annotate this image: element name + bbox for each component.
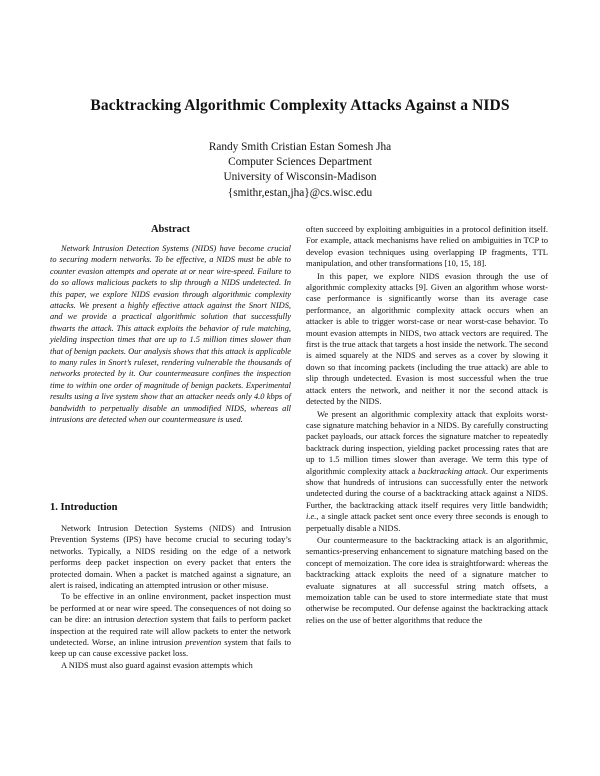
right-p2-text-e: , a single attack packet sent once every three seconds is enough to perpetually disable a NIDS.: [306, 511, 548, 533]
abstract-body: [50, 243, 291, 426]
author-university: University of Wisconsin-Madison: [223, 171, 377, 184]
intro-p2-emph-prevention: prevention: [185, 637, 222, 648]
paper-title: Backtracking Algorithmic Complexity Attacks Against a NIDS: [90, 97, 510, 114]
author-names: Randy Smith Cristian Estan Somesh Jha: [208, 141, 392, 153]
introduction-body: [50, 523, 291, 671]
right-p2-text-c: . Our experiments show that hundreds of intrusions can successfully enter the network undetected during the course of a backtracking attack against a NIDS. Further, the backtracking attack itself requires very little bandwidth;: [306, 465, 548, 510]
intro-p2-emph-detection: detection: [136, 614, 168, 625]
author-department: Computer Sciences Department: [228, 156, 372, 169]
section-heading-introduction: 1. Introduction: [50, 502, 118, 513]
intro-p2-text-a: To be effective in an online environment, packet inspection must be performed at or near wire speed. The consequences of not doing so can be dire: an intrusion: [50, 591, 291, 625]
intro-paragraph-3: A NIDS must also guard against evasion attempts which: [61, 659, 253, 670]
abstract-text: Network Intrusion Detection Systems (NIDS) have become crucial to securing modern networks. To be effective, a NIDS must be able to counter evasion attempts and operate at or near wire-speed. Failure to do so allows malicious packets to slip through a NIDS undetected. In this paper, we explore NIDS evasion through algorithmic complexity attacks. We present a highly effective attack against the Snort NIDS, and we provide a practical algorithmic solution that successfully thwarts the attack. This attack exploits the behavior of rule matching, yielding inspection times that are up to 1.5 million times slower than that of benign packets. Our analysis shows that this attack is applicable to many rules in Snort’s ruleset, rendering vulnerable the thousands of networks protected by it. Our countermeasure confines the inspection time to within one order of magnitude of benign packets. Experimental results using a live system show that an attacker needs only 4.0 kbps of bandwidth to perpetually disable an unmodified NIDS, whereas all intrusions are detected when our countermeasure is used.: [50, 244, 291, 425]
intro-p2-text-c: system that fails to perform packet inspection at the required rate will allow packets to enter the network undetected. Worse, an inline intrusion: [50, 614, 291, 648]
intro-p2-text-e: system that fails to keep up can cause excessive packet loss.: [50, 637, 291, 659]
right-p2-emph-backtracking: backtracking attack: [418, 465, 486, 476]
intro-paragraph-2: [50, 591, 291, 659]
intro-paragraph-1: Network Intrusion Detection Systems (NIDS) and Intrusion Prevention Systems (IPS) have become crucial to securing today’s networks. Typically, a NIDS residing on the edge of a network performs deep packet inspection on every packet that enters the protected domain. When a packet is matched against a signature, an alert is raised, indicating an attempted intrusion or other misuse.: [50, 523, 291, 591]
author-block: [0, 140, 600, 201]
right-p2-text-a: We present an algorithmic complexity attack that exploits worst-case signature matching behavior in a NIDS. By carefully constructing packet payloads, our attack forces the signature matcher to repeatedly backtrack during inspection, yielding packet processing rates that are up to 1.5 million times slower than average. We term this type of algorithmic complexity attack a: [306, 408, 548, 476]
right-column-body: [306, 224, 548, 626]
right-paragraph-2: [306, 409, 548, 534]
right-p2-emph-ie: i.e.: [306, 511, 317, 522]
right-paragraph-0: often succeed by exploiting ambiguities in a protocol definition itself. For example, attack mechanisms have relied on ambiguities in TCP to develop evasion techniques using overlapping IP fragments, TTL manipulation, and other transformations [10, 15, 18].: [306, 224, 548, 269]
right-paragraph-1: In this paper, we explore NIDS evasion through the use of algorithmic complexity attacks [9]. Given an algorithm whose worst-case performance is significantly worse than its average case performance, an algorithmic complexity attack occurs when an attacker is able to trigger worst-case or near worst-case behavior. To mount evasion attempts in NIDS, two attack vectors are required. The first is the true attack that targets a host inside the network. The second is aimed squarely at the NIDS and serves as a cover by slowing it down so that incoming packets (including the true attack) are able to slip through undetected. Evasion is most successful when the true attack enters the network, and neither it nor the second attack is detected by the NIDS.: [306, 270, 548, 407]
abstract-heading: Abstract: [150, 224, 191, 235]
author-email: {smithr,estan,jha}@cs.wisc.edu: [227, 186, 373, 199]
right-paragraph-3: Our countermeasure to the backtracking attack is an algorithmic, semantics-preserving enhancement to signature matching based on the concept of memoization. The core idea is straightforward: whereas the backtracking attack exploits the need of a signature matcher to evaluate signatures at all successful string match offsets, a memoization table can be used to store intermediate state that must otherwise be recomputed. Our defense against the backtracking attack relies on the use of better algorithms that reduce the: [306, 534, 548, 625]
